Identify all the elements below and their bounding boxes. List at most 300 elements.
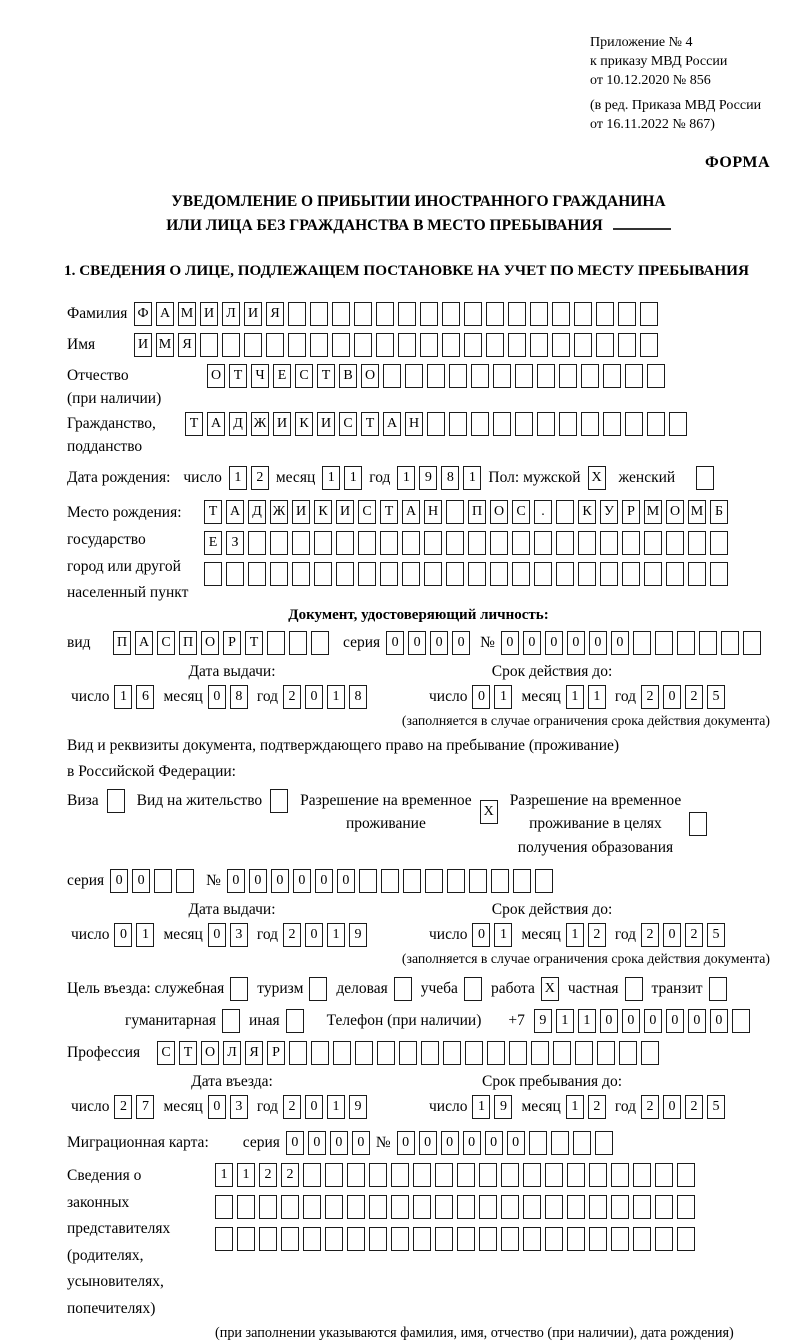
purpose-study-checkbox[interactable] xyxy=(464,977,482,1001)
char-box[interactable] xyxy=(633,1195,651,1219)
char-box[interactable]: 2 xyxy=(588,923,606,947)
char-box[interactable]: 0 xyxy=(227,869,245,893)
char-box[interactable]: Т xyxy=(317,364,335,388)
char-box[interactable] xyxy=(567,1195,585,1219)
char-box[interactable]: 7 xyxy=(136,1095,154,1119)
char-box[interactable]: 0 xyxy=(463,1131,481,1155)
char-box[interactable] xyxy=(464,333,482,357)
char-box[interactable] xyxy=(600,531,618,555)
char-box[interactable]: Д xyxy=(248,500,266,524)
char-box[interactable]: Ж xyxy=(251,412,269,436)
char-box[interactable] xyxy=(677,1195,695,1219)
char-box[interactable] xyxy=(311,631,329,655)
char-box[interactable] xyxy=(556,500,574,524)
char-box[interactable] xyxy=(292,531,310,555)
char-box[interactable]: 0 xyxy=(567,631,585,655)
char-box[interactable]: 0 xyxy=(315,869,333,893)
char-box[interactable]: С xyxy=(157,631,175,655)
char-box[interactable]: О xyxy=(361,364,379,388)
char-box[interactable] xyxy=(314,562,332,586)
char-box[interactable]: 1 xyxy=(114,685,132,709)
char-box[interactable] xyxy=(633,631,651,655)
char-box[interactable] xyxy=(259,1227,277,1251)
char-box[interactable]: С xyxy=(295,364,313,388)
char-box[interactable] xyxy=(420,302,438,326)
char-box[interactable] xyxy=(288,302,306,326)
residence-permit-checkbox[interactable] xyxy=(270,789,288,813)
char-box[interactable]: 2 xyxy=(588,1095,606,1119)
char-box[interactable] xyxy=(226,562,244,586)
char-box[interactable] xyxy=(535,869,553,893)
char-box[interactable]: 9 xyxy=(494,1095,512,1119)
char-box[interactable]: 0 xyxy=(132,869,150,893)
char-box[interactable] xyxy=(515,364,533,388)
char-box[interactable]: 1 xyxy=(463,466,481,490)
char-box[interactable]: 2 xyxy=(685,1095,703,1119)
char-box[interactable]: 0 xyxy=(472,685,490,709)
char-box[interactable] xyxy=(469,869,487,893)
char-box[interactable]: О xyxy=(666,500,684,524)
char-box[interactable]: 0 xyxy=(305,685,323,709)
char-box[interactable]: 0 xyxy=(523,631,541,655)
char-box[interactable]: 6 xyxy=(136,685,154,709)
char-box[interactable] xyxy=(534,531,552,555)
char-box[interactable]: У xyxy=(600,500,618,524)
char-box[interactable] xyxy=(523,1227,541,1251)
char-box[interactable] xyxy=(413,1163,431,1187)
purpose-work-checkbox[interactable]: X xyxy=(541,977,559,1001)
char-box[interactable] xyxy=(501,1163,519,1187)
char-box[interactable] xyxy=(578,531,596,555)
char-box[interactable]: 9 xyxy=(534,1009,552,1033)
char-box[interactable]: 1 xyxy=(344,466,362,490)
char-box[interactable] xyxy=(625,364,643,388)
char-box[interactable]: 1 xyxy=(494,923,512,947)
char-box[interactable] xyxy=(311,1041,329,1065)
char-box[interactable] xyxy=(449,412,467,436)
female-checkbox[interactable] xyxy=(696,466,714,490)
char-box[interactable]: И xyxy=(200,302,218,326)
char-box[interactable] xyxy=(376,333,394,357)
char-box[interactable]: 0 xyxy=(305,923,323,947)
purpose-business-checkbox[interactable] xyxy=(394,977,412,1001)
char-box[interactable] xyxy=(493,412,511,436)
char-box[interactable]: Т xyxy=(179,1041,197,1065)
char-box[interactable] xyxy=(442,302,460,326)
char-box[interactable]: 2 xyxy=(685,923,703,947)
char-box[interactable] xyxy=(237,1227,255,1251)
char-box[interactable]: 0 xyxy=(622,1009,640,1033)
char-box[interactable] xyxy=(655,1195,673,1219)
char-box[interactable] xyxy=(204,562,222,586)
char-box[interactable] xyxy=(486,333,504,357)
char-box[interactable]: Е xyxy=(204,531,222,555)
char-box[interactable]: 1 xyxy=(136,923,154,947)
char-box[interactable]: 1 xyxy=(327,923,345,947)
char-box[interactable] xyxy=(574,302,592,326)
char-box[interactable] xyxy=(391,1195,409,1219)
char-box[interactable] xyxy=(556,562,574,586)
char-box[interactable]: 0 xyxy=(611,631,629,655)
char-box[interactable] xyxy=(677,1163,695,1187)
char-box[interactable] xyxy=(176,869,194,893)
char-box[interactable] xyxy=(501,1195,519,1219)
char-box[interactable] xyxy=(545,1227,563,1251)
char-box[interactable] xyxy=(647,412,665,436)
char-box[interactable] xyxy=(647,364,665,388)
char-box[interactable] xyxy=(464,302,482,326)
char-box[interactable]: 0 xyxy=(644,1009,662,1033)
char-box[interactable]: Т xyxy=(185,412,203,436)
char-box[interactable]: 0 xyxy=(472,923,490,947)
char-box[interactable]: 2 xyxy=(641,685,659,709)
char-box[interactable] xyxy=(244,333,262,357)
char-box[interactable]: Н xyxy=(424,500,442,524)
char-box[interactable]: 0 xyxy=(663,1095,681,1119)
char-box[interactable] xyxy=(449,364,467,388)
char-box[interactable]: 0 xyxy=(271,869,289,893)
char-box[interactable] xyxy=(270,531,288,555)
char-box[interactable]: И xyxy=(244,302,262,326)
char-box[interactable]: 1 xyxy=(327,1095,345,1119)
char-box[interactable] xyxy=(589,1195,607,1219)
char-box[interactable] xyxy=(743,631,761,655)
char-box[interactable]: 0 xyxy=(337,869,355,893)
char-box[interactable]: Л xyxy=(222,302,240,326)
char-box[interactable] xyxy=(611,1195,629,1219)
char-box[interactable]: 0 xyxy=(305,1095,323,1119)
char-box[interactable]: 0 xyxy=(308,1131,326,1155)
char-box[interactable]: 5 xyxy=(707,685,725,709)
char-box[interactable] xyxy=(523,1163,541,1187)
char-box[interactable]: 0 xyxy=(452,631,470,655)
char-box[interactable]: И xyxy=(273,412,291,436)
char-box[interactable] xyxy=(303,1227,321,1251)
char-box[interactable]: 0 xyxy=(430,631,448,655)
char-box[interactable]: 1 xyxy=(578,1009,596,1033)
char-box[interactable]: М xyxy=(178,302,196,326)
char-box[interactable] xyxy=(314,531,332,555)
char-box[interactable]: 8 xyxy=(349,685,367,709)
char-box[interactable] xyxy=(266,333,284,357)
char-box[interactable] xyxy=(487,1041,505,1065)
char-box[interactable] xyxy=(479,1163,497,1187)
char-box[interactable] xyxy=(655,1163,673,1187)
char-box[interactable] xyxy=(325,1163,343,1187)
char-box[interactable] xyxy=(508,302,526,326)
char-box[interactable] xyxy=(281,1195,299,1219)
char-box[interactable] xyxy=(377,1041,395,1065)
purpose-humanitarian-checkbox[interactable] xyxy=(222,1009,240,1033)
char-box[interactable]: Я xyxy=(245,1041,263,1065)
char-box[interactable]: 1 xyxy=(556,1009,574,1033)
char-box[interactable]: Ф xyxy=(134,302,152,326)
char-box[interactable]: 2 xyxy=(259,1163,277,1187)
char-box[interactable] xyxy=(465,1041,483,1065)
char-box[interactable] xyxy=(446,531,464,555)
char-box[interactable] xyxy=(551,1131,569,1155)
char-box[interactable] xyxy=(677,1227,695,1251)
char-box[interactable] xyxy=(640,333,658,357)
char-box[interactable]: 0 xyxy=(208,923,226,947)
char-box[interactable]: Т xyxy=(229,364,247,388)
char-box[interactable] xyxy=(559,412,577,436)
char-box[interactable]: Я xyxy=(266,302,284,326)
char-box[interactable]: 1 xyxy=(237,1163,255,1187)
char-box[interactable]: 5 xyxy=(707,923,725,947)
char-box[interactable]: Т xyxy=(380,500,398,524)
char-box[interactable] xyxy=(369,1163,387,1187)
char-box[interactable] xyxy=(545,1163,563,1187)
char-box[interactable]: П xyxy=(468,500,486,524)
char-box[interactable] xyxy=(618,333,636,357)
char-box[interactable]: З xyxy=(226,531,244,555)
char-box[interactable] xyxy=(640,302,658,326)
char-box[interactable] xyxy=(468,562,486,586)
char-box[interactable] xyxy=(435,1227,453,1251)
char-box[interactable]: 1 xyxy=(215,1163,233,1187)
char-box[interactable]: 0 xyxy=(663,923,681,947)
purpose-transit-checkbox[interactable] xyxy=(709,977,727,1001)
char-box[interactable] xyxy=(732,1009,750,1033)
char-box[interactable]: 2 xyxy=(641,923,659,947)
char-box[interactable]: А xyxy=(226,500,244,524)
char-box[interactable] xyxy=(446,562,464,586)
char-box[interactable] xyxy=(248,531,266,555)
char-box[interactable] xyxy=(655,631,673,655)
char-box[interactable]: 8 xyxy=(230,685,248,709)
char-box[interactable]: 2 xyxy=(685,685,703,709)
char-box[interactable] xyxy=(596,302,614,326)
char-box[interactable]: Р xyxy=(267,1041,285,1065)
char-box[interactable] xyxy=(545,1195,563,1219)
char-box[interactable]: 0 xyxy=(386,631,404,655)
char-box[interactable] xyxy=(501,1227,519,1251)
char-box[interactable] xyxy=(471,364,489,388)
char-box[interactable]: 1 xyxy=(566,923,584,947)
char-box[interactable]: О xyxy=(490,500,508,524)
char-box[interactable] xyxy=(644,531,662,555)
char-box[interactable] xyxy=(270,562,288,586)
char-box[interactable] xyxy=(666,562,684,586)
char-box[interactable]: С xyxy=(339,412,357,436)
char-box[interactable]: 2 xyxy=(283,1095,301,1119)
char-box[interactable] xyxy=(688,562,706,586)
char-box[interactable] xyxy=(154,869,172,893)
char-box[interactable]: Д xyxy=(229,412,247,436)
char-box[interactable] xyxy=(380,562,398,586)
char-box[interactable] xyxy=(403,869,421,893)
char-box[interactable] xyxy=(556,531,574,555)
char-box[interactable] xyxy=(669,412,687,436)
char-box[interactable] xyxy=(399,1041,417,1065)
char-box[interactable] xyxy=(457,1195,475,1219)
char-box[interactable] xyxy=(633,1163,651,1187)
char-box[interactable]: 0 xyxy=(249,869,267,893)
char-box[interactable] xyxy=(603,364,621,388)
char-box[interactable] xyxy=(347,1227,365,1251)
male-checkbox[interactable]: X xyxy=(588,466,606,490)
char-box[interactable] xyxy=(457,1227,475,1251)
char-box[interactable] xyxy=(578,562,596,586)
char-box[interactable]: 0 xyxy=(397,1131,415,1155)
char-box[interactable] xyxy=(354,302,372,326)
char-box[interactable]: Л xyxy=(223,1041,241,1065)
char-box[interactable]: П xyxy=(113,631,131,655)
char-box[interactable] xyxy=(596,333,614,357)
char-box[interactable] xyxy=(530,302,548,326)
char-box[interactable]: 2 xyxy=(251,466,269,490)
char-box[interactable]: 9 xyxy=(349,1095,367,1119)
char-box[interactable] xyxy=(479,1195,497,1219)
char-box[interactable]: И xyxy=(134,333,152,357)
char-box[interactable]: Е xyxy=(273,364,291,388)
char-box[interactable] xyxy=(259,1195,277,1219)
char-box[interactable] xyxy=(589,1163,607,1187)
char-box[interactable]: Я xyxy=(178,333,196,357)
char-box[interactable] xyxy=(644,562,662,586)
char-box[interactable] xyxy=(369,1227,387,1251)
char-box[interactable]: 9 xyxy=(419,466,437,490)
char-box[interactable] xyxy=(512,562,530,586)
char-box[interactable]: 0 xyxy=(545,631,563,655)
char-box[interactable] xyxy=(666,531,684,555)
char-box[interactable]: 2 xyxy=(281,1163,299,1187)
char-box[interactable]: А xyxy=(207,412,225,436)
char-box[interactable]: 0 xyxy=(208,685,226,709)
char-box[interactable]: 0 xyxy=(408,631,426,655)
char-box[interactable]: 2 xyxy=(114,1095,132,1119)
char-box[interactable] xyxy=(442,333,460,357)
char-box[interactable] xyxy=(347,1163,365,1187)
char-box[interactable] xyxy=(552,333,570,357)
char-box[interactable] xyxy=(421,1041,439,1065)
char-box[interactable]: М xyxy=(644,500,662,524)
char-box[interactable] xyxy=(611,1227,629,1251)
char-box[interactable] xyxy=(530,333,548,357)
char-box[interactable] xyxy=(471,412,489,436)
char-box[interactable] xyxy=(479,1227,497,1251)
char-box[interactable] xyxy=(515,412,533,436)
char-box[interactable] xyxy=(413,1227,431,1251)
char-box[interactable]: Т xyxy=(361,412,379,436)
char-box[interactable]: 5 xyxy=(707,1095,725,1119)
visa-checkbox[interactable] xyxy=(107,789,125,813)
char-box[interactable] xyxy=(567,1227,585,1251)
char-box[interactable] xyxy=(267,631,285,655)
char-box[interactable] xyxy=(567,1163,585,1187)
char-box[interactable] xyxy=(310,302,328,326)
char-box[interactable] xyxy=(655,1227,673,1251)
char-box[interactable]: 0 xyxy=(441,1131,459,1155)
char-box[interactable]: П xyxy=(179,631,197,655)
char-box[interactable] xyxy=(574,333,592,357)
char-box[interactable]: 0 xyxy=(114,923,132,947)
char-box[interactable] xyxy=(508,333,526,357)
char-box[interactable] xyxy=(402,562,420,586)
char-box[interactable] xyxy=(443,1041,461,1065)
char-box[interactable] xyxy=(553,1041,571,1065)
char-box[interactable] xyxy=(468,531,486,555)
char-box[interactable] xyxy=(325,1195,343,1219)
char-box[interactable] xyxy=(303,1195,321,1219)
char-box[interactable] xyxy=(435,1195,453,1219)
char-box[interactable]: 0 xyxy=(485,1131,503,1155)
char-box[interactable]: 0 xyxy=(208,1095,226,1119)
char-box[interactable]: 3 xyxy=(230,1095,248,1119)
char-box[interactable]: О xyxy=(201,631,219,655)
char-box[interactable]: В xyxy=(339,364,357,388)
purpose-official-checkbox[interactable] xyxy=(230,977,248,1001)
char-box[interactable] xyxy=(512,531,530,555)
char-box[interactable]: 3 xyxy=(230,923,248,947)
char-box[interactable] xyxy=(457,1163,475,1187)
char-box[interactable] xyxy=(215,1227,233,1251)
char-box[interactable] xyxy=(446,500,464,524)
char-box[interactable]: 1 xyxy=(397,466,415,490)
char-box[interactable]: . xyxy=(534,500,552,524)
char-box[interactable]: А xyxy=(135,631,153,655)
char-box[interactable]: Н xyxy=(405,412,423,436)
char-box[interactable] xyxy=(237,1195,255,1219)
char-box[interactable]: О xyxy=(201,1041,219,1065)
char-box[interactable]: К xyxy=(314,500,332,524)
char-box[interactable] xyxy=(619,1041,637,1065)
char-box[interactable] xyxy=(358,562,376,586)
char-box[interactable] xyxy=(358,531,376,555)
char-box[interactable] xyxy=(248,562,266,586)
char-box[interactable]: 1 xyxy=(327,685,345,709)
char-box[interactable]: К xyxy=(578,500,596,524)
char-box[interactable] xyxy=(486,302,504,326)
char-box[interactable] xyxy=(559,364,577,388)
char-box[interactable] xyxy=(688,531,706,555)
char-box[interactable] xyxy=(595,1131,613,1155)
char-box[interactable] xyxy=(425,869,443,893)
char-box[interactable] xyxy=(600,562,618,586)
char-box[interactable] xyxy=(490,531,508,555)
char-box[interactable] xyxy=(509,1041,527,1065)
char-box[interactable] xyxy=(699,631,717,655)
char-box[interactable] xyxy=(424,562,442,586)
char-box[interactable] xyxy=(281,1227,299,1251)
char-box[interactable] xyxy=(398,302,416,326)
char-box[interactable] xyxy=(622,531,640,555)
char-box[interactable] xyxy=(677,631,695,655)
temp-residence-edu-checkbox[interactable] xyxy=(689,812,707,836)
char-box[interactable]: И xyxy=(336,500,354,524)
char-box[interactable]: 1 xyxy=(229,466,247,490)
char-box[interactable]: 0 xyxy=(710,1009,728,1033)
char-box[interactable]: И xyxy=(292,500,310,524)
char-box[interactable] xyxy=(420,333,438,357)
char-box[interactable]: 0 xyxy=(419,1131,437,1155)
char-box[interactable] xyxy=(552,302,570,326)
char-box[interactable] xyxy=(347,1195,365,1219)
char-box[interactable] xyxy=(381,869,399,893)
char-box[interactable] xyxy=(523,1195,541,1219)
char-box[interactable] xyxy=(292,562,310,586)
char-box[interactable] xyxy=(537,364,555,388)
char-box[interactable] xyxy=(622,562,640,586)
char-box[interactable] xyxy=(288,333,306,357)
char-box[interactable]: 0 xyxy=(663,685,681,709)
char-box[interactable]: 2 xyxy=(641,1095,659,1119)
char-box[interactable] xyxy=(310,333,328,357)
purpose-other-checkbox[interactable] xyxy=(286,1009,304,1033)
char-box[interactable] xyxy=(573,1131,591,1155)
char-box[interactable]: С xyxy=(358,500,376,524)
